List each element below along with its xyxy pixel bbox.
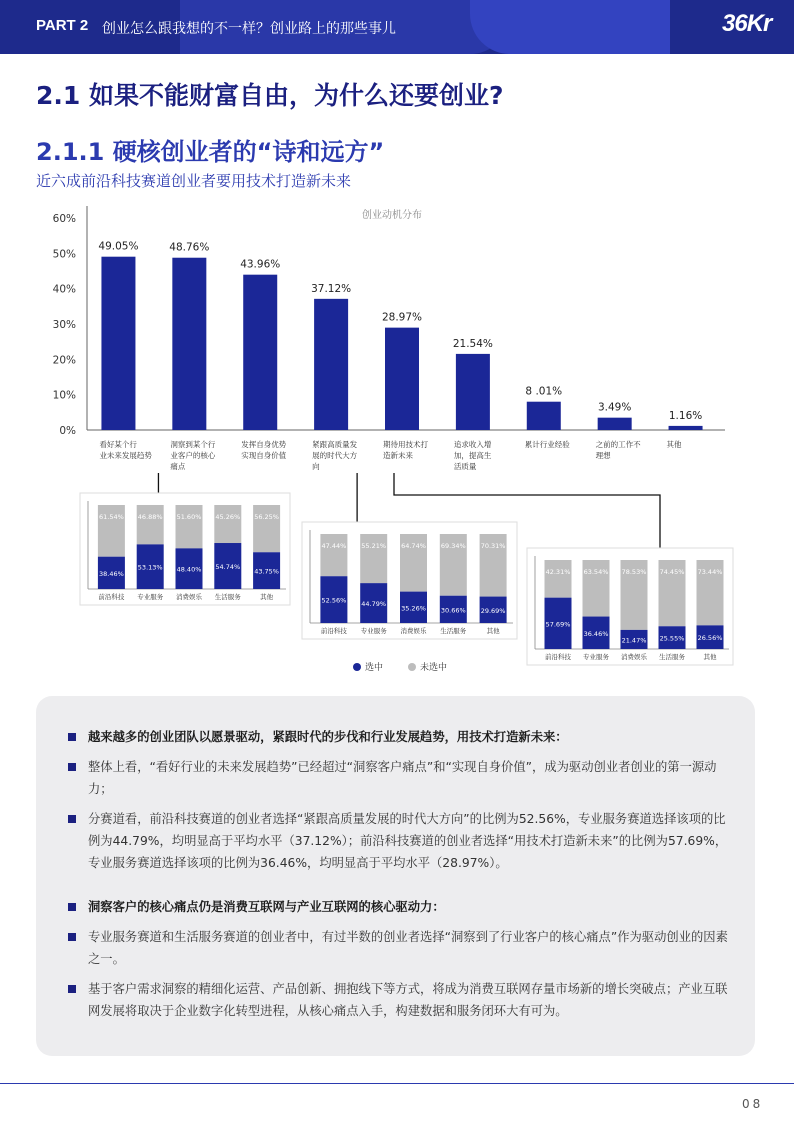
bar: [669, 426, 703, 430]
breakdown-x-label: 消费娱乐: [400, 627, 427, 635]
bar-value-label: 8 .01%: [525, 385, 563, 398]
y-tick-label: 10%: [52, 389, 76, 402]
segment-label: 48.40%: [176, 565, 202, 574]
note-item: 整体上看，“看好行业的未来发展趋势”已经超过“洞察客户痛点”和“实现自身价值”，成为驱动创业者创业的第一源动力；: [68, 756, 728, 800]
page-header: [0, 0, 794, 54]
x-tick-label: 痛点: [170, 462, 186, 471]
y-tick-label: 40%: [52, 283, 76, 296]
page-number: 08: [742, 1097, 764, 1111]
x-tick-label: 业客户的核心: [170, 451, 216, 460]
x-tick-label: 加，提高生: [453, 451, 492, 460]
bar: [527, 402, 561, 430]
segment-label: 21.47%: [621, 636, 647, 645]
segment-label: 36.46%: [583, 629, 609, 638]
subsection-title: 2.1.1 硬核创业者的“诗和远方”: [36, 138, 385, 166]
breakdown-x-label: 前沿科技: [320, 627, 347, 635]
bar: [314, 299, 348, 430]
part-label: PART 2: [36, 17, 89, 34]
stacked-bar-unselected: [320, 534, 347, 576]
segment-label: 56.25%: [254, 513, 279, 521]
bar-value-label: 28.97%: [381, 311, 423, 324]
notes-list: [68, 726, 728, 1030]
breakdown-x-label: 消费娱乐: [621, 653, 647, 661]
header-decoration: [470, 0, 670, 54]
motivation-chart: [0, 190, 794, 690]
bar-value-label: 43.96%: [240, 258, 281, 271]
y-tick-label: 60%: [52, 213, 76, 225]
bar-value-label: 49.05%: [98, 240, 139, 253]
segment-label: 51.60%: [176, 513, 202, 521]
legend-label-selected: 选中: [365, 663, 384, 673]
segment-label: 70.31%: [480, 542, 506, 550]
stacked-bar-unselected: [545, 560, 572, 598]
breakdown-x-label: 其他: [703, 653, 717, 661]
y-tick-label: 50%: [52, 248, 76, 261]
segment-label: 52.56%: [321, 596, 347, 605]
breakdown-x-label: 生活服务: [214, 593, 241, 601]
bar-value-label: 3.49%: [597, 401, 632, 414]
bar-value-label: 48.76%: [169, 241, 210, 254]
bar: [456, 354, 490, 430]
segment-label: 42.31%: [545, 568, 571, 576]
chart-title: 创业动机分布: [362, 210, 422, 221]
note-heading: 洞察客户的核心痛点仍是消费互联网与产业互联网的核心驱动力：: [68, 896, 728, 918]
legend-label-unselected: 未选中: [420, 663, 448, 673]
bar-value-label: 37.12%: [311, 282, 352, 295]
notes-panel: [36, 696, 755, 1056]
x-tick-label: 理想: [595, 451, 611, 460]
breakdown-x-label: 生活服务: [659, 653, 685, 661]
footer-divider: [0, 1083, 794, 1084]
x-tick-label: 实现自身价值: [241, 451, 287, 460]
x-tick-label: 追求收入增: [453, 440, 492, 449]
bar: [243, 275, 277, 430]
bar: [598, 418, 632, 430]
segment-label: 35.26%: [401, 604, 426, 613]
segment-label: 63.54%: [583, 568, 609, 576]
segment-label: 46.88%: [137, 512, 163, 521]
x-tick-label: 其他: [666, 440, 682, 449]
segment-label: 38.46%: [99, 569, 124, 578]
x-tick-label: 展的时代大方: [312, 451, 358, 460]
bar-value-label: 21.54%: [452, 337, 493, 350]
breakdown-x-label: 前沿科技: [545, 653, 571, 661]
breakdown-x-label: 其他: [260, 593, 274, 601]
segment-label: 61.54%: [99, 513, 124, 521]
segment-label: 64.74%: [401, 542, 426, 550]
segment-label: 78.53%: [621, 568, 647, 576]
x-tick-label: 紧跟高质量发: [312, 440, 358, 449]
stacked-bar-unselected: [137, 505, 164, 544]
x-tick-label: 期待用技术打: [383, 440, 428, 449]
x-tick-label: 发挥自身优势: [241, 440, 287, 449]
note-item: 分赛道看，前沿科技赛道的创业者选择“紧跟高质量发展的时代大方向”的比例为52.56%，专业服务赛道选择该项的比例为44.79%，均明显高于平均水平（37.12%）；前沿科技赛道的创业者选择“用技术打造新未来”的比例为57.69%，专业服务赛道选择该项的比例为36.46%，均明显高于平均水平（28.97%）。: [68, 808, 728, 874]
y-tick-label: 20%: [52, 354, 76, 367]
header-title: 创业怎么跟我想的不一样？创业路上的那些事儿: [102, 21, 396, 37]
x-tick-label: 业未来发展趋势: [99, 451, 152, 460]
breakdown-x-label: 其他: [486, 627, 500, 635]
brand-logo: 36Kr: [722, 10, 772, 37]
note-item: 基于客户需求洞察的精细化运营、产品创新、拥抱线下等方式，将成为消费互联网存量市场新的增长突破点；产业互联网发展将取决于企业数字化转型进程，从核心痛点入手，构建数据和服务闭环大有可为。: [68, 978, 728, 1022]
legend-dot-selected: [353, 663, 361, 671]
segment-label: 44.79%: [361, 600, 387, 609]
breakdown-x-label: 专业服务: [583, 653, 609, 661]
breakdown-x-label: 消费娱乐: [176, 593, 202, 601]
y-tick-label: 0%: [59, 425, 76, 437]
segment-label: 73.44%: [697, 568, 723, 576]
bar-value-label: 1.16%: [668, 409, 703, 422]
segment-label: 74.45%: [659, 568, 685, 576]
segment-label: 54.74%: [215, 563, 241, 572]
x-tick-label: 造新未来: [383, 451, 413, 460]
y-tick-label: 30%: [52, 319, 76, 331]
segment-label: 45.26%: [215, 513, 241, 521]
legend-dot-unselected: [408, 663, 416, 671]
segment-label: 57.69%: [545, 620, 571, 629]
stacked-bar-unselected: [214, 505, 241, 543]
segment-label: 53.13%: [137, 563, 163, 572]
bar: [385, 328, 419, 430]
segment-label: 47.44%: [321, 542, 347, 550]
segment-label: 25.55%: [659, 634, 685, 643]
segment-label: 43.75%: [254, 567, 279, 576]
segment-label: 30.66%: [440, 606, 466, 615]
bar: [101, 257, 135, 430]
note-item: 专业服务赛道和生活服务赛道的创业者中，有过半数的创业者选择“洞察到了行业客户的核心痛点”作为驱动创业的因素之一。: [68, 926, 728, 970]
x-tick-label: 活质量: [453, 462, 477, 471]
breakdown-x-label: 专业服务: [137, 593, 164, 601]
x-tick-label: 向: [312, 462, 320, 471]
x-tick-label: 看好某个行: [99, 440, 137, 449]
breakdown-x-label: 前沿科技: [98, 593, 125, 601]
x-tick-label: 洞察到某个行: [170, 440, 216, 449]
subtitle: 近六成前沿科技赛道创业者要用技术打造新未来: [36, 172, 352, 190]
segment-label: 55.21%: [361, 542, 387, 550]
x-tick-label: 之前的工作不: [595, 440, 641, 449]
segment-label: 69.34%: [440, 542, 466, 550]
breakdown-x-label: 生活服务: [440, 627, 467, 635]
stacked-bar-unselected: [176, 505, 203, 548]
section-title: 2.1 如果不能财富自由，为什么还要创业?: [36, 81, 504, 110]
breakdown-x-label: 专业服务: [360, 627, 387, 635]
segment-label: 29.69%: [480, 606, 506, 615]
note-heading: 越来越多的创业团队以愿景驱动，紧跟时代的步伐和行业发展趋势，用技术打造新未来：: [68, 726, 728, 748]
segment-label: 26.56%: [697, 634, 723, 643]
x-tick-label: 累计行业经验: [524, 440, 570, 449]
bar: [172, 258, 206, 430]
